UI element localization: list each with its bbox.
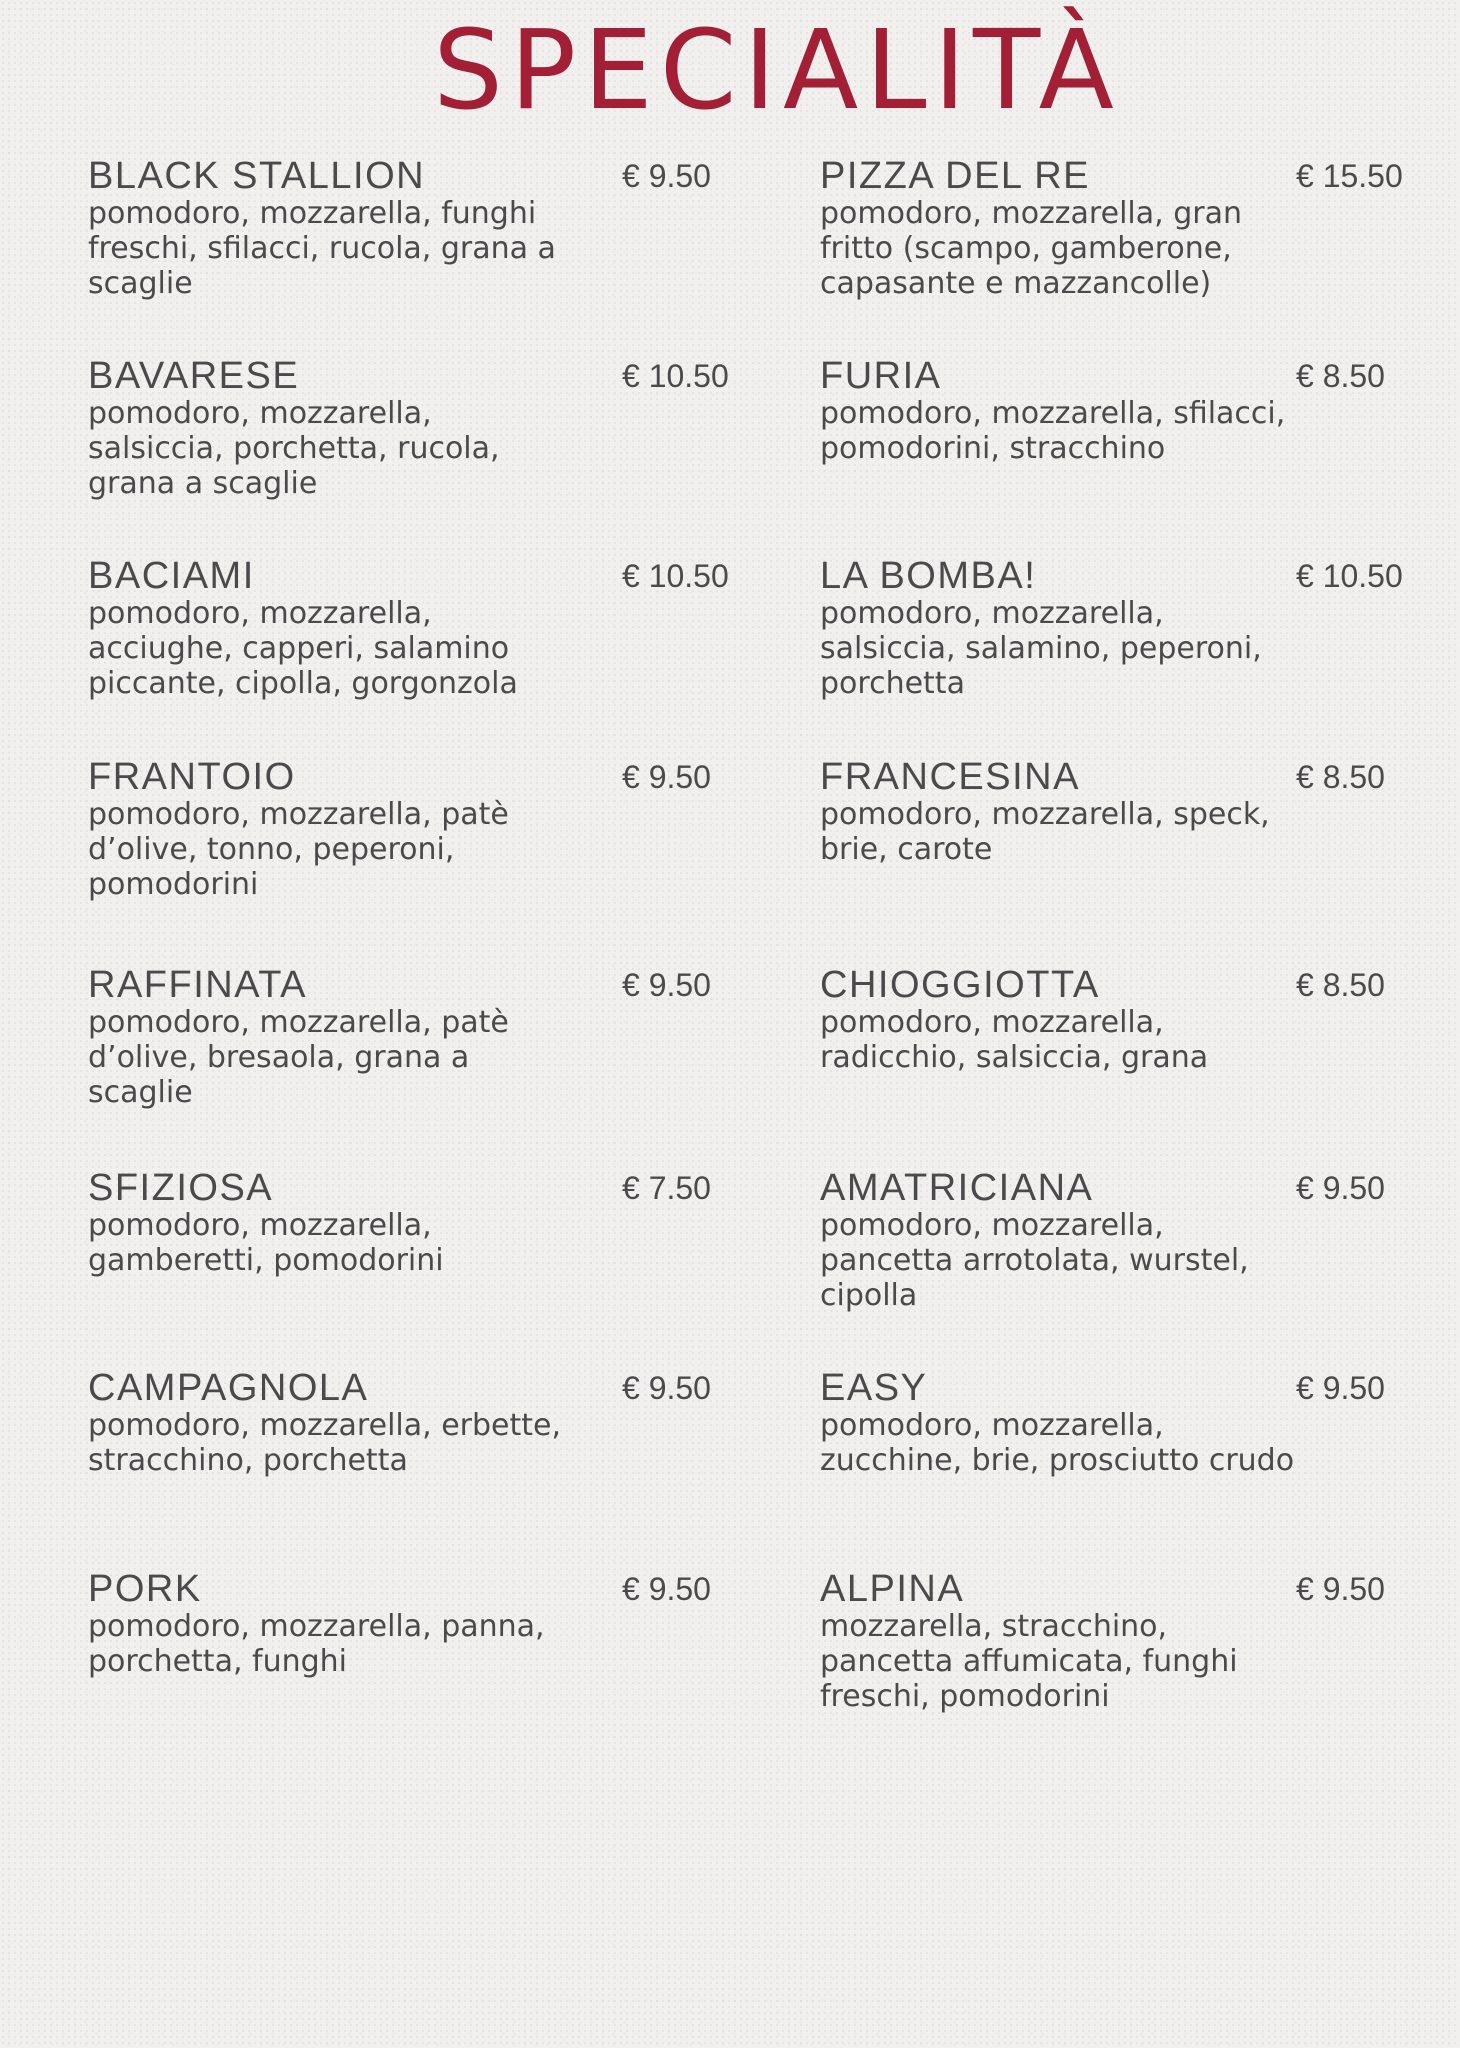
menu-item-name: FRANCESINA (820, 756, 1080, 798)
menu-item-name: ALPINA (820, 1568, 965, 1610)
menu-item-price: € 9.50 (622, 1370, 711, 1406)
menu-item-description: pomodoro, mozzarella, salsiccia, salamino, peperoni, porchetta (820, 596, 1262, 701)
menu-item-name: BLACK STALLION (88, 155, 426, 197)
menu-item-description: mozzarella, stracchino, pancetta affumicata, funghi freschi, pomodorini (820, 1609, 1238, 1714)
menu-item-price: € 8.50 (1296, 759, 1385, 795)
menu-item-description: pomodoro, mozzarella, patè d’olive, tonno, peperoni, pomodorini (88, 797, 509, 902)
menu-item-name: PORK (88, 1568, 202, 1610)
menu-item-price: € 9.50 (622, 759, 711, 795)
menu-item-price: € 8.50 (1296, 967, 1385, 1003)
menu-item-price: € 10.50 (622, 358, 729, 394)
menu-item-name: LA BOMBA! (820, 555, 1037, 597)
menu-item-description: pomodoro, mozzarella, radicchio, salsiccia, grana (820, 1005, 1209, 1075)
menu-item-price: € 9.50 (1296, 1170, 1385, 1206)
menu-item-name: FRANTOIO (88, 756, 296, 798)
menu-item-description: pomodoro, mozzarella, zucchine, brie, prosciutto crudo (820, 1408, 1295, 1478)
menu-item-name: AMATRICIANA (820, 1167, 1094, 1209)
menu-item-price: € 15.50 (1296, 158, 1403, 194)
menu-item-price: € 10.50 (1296, 558, 1403, 594)
menu-item-price: € 10.50 (622, 558, 729, 594)
menu-item-price: € 7.50 (622, 1170, 711, 1206)
menu-item-description: pomodoro, mozzarella, pancetta arrotolata, wurstel, cipolla (820, 1208, 1249, 1313)
menu-item-price: € 9.50 (622, 158, 711, 194)
menu-item-name: EASY (820, 1367, 928, 1409)
menu-item-description: pomodoro, mozzarella, erbette, stracchino, porchetta (88, 1408, 561, 1478)
menu-item-name: BACIAMI (88, 555, 255, 597)
menu-item-name: BAVARESE (88, 355, 300, 397)
menu-item-description: pomodoro, mozzarella, panna, porchetta, funghi (88, 1609, 545, 1679)
menu-item-name: FURIA (820, 355, 942, 397)
menu-item-name: PIZZA DEL RE (820, 155, 1090, 197)
menu-item-description: pomodoro, mozzarella, acciughe, capperi, salamino piccante, cipolla, gorgonzola (88, 596, 518, 701)
menu-item-name: CHIOGGIOTTA (820, 964, 1100, 1006)
menu-item-price: € 9.50 (622, 967, 711, 1003)
menu-item-name: CAMPAGNOLA (88, 1367, 369, 1409)
menu-item-description: pomodoro, mozzarella, salsiccia, porchetta, rucola, grana a scaglie (88, 396, 500, 501)
menu-item-price: € 9.50 (1296, 1370, 1385, 1406)
menu-item-description: pomodoro, mozzarella, sfilacci, pomodorini, stracchino (820, 396, 1286, 466)
menu-item-price: € 9.50 (1296, 1571, 1385, 1607)
menu-item-description: pomodoro, mozzarella, gran fritto (scampo, gamberone, capasante e mazzancolle) (820, 196, 1242, 301)
menu-item-price: € 9.50 (622, 1571, 711, 1607)
menu-item-price: € 8.50 (1296, 358, 1385, 394)
menu-item-name: RAFFINATA (88, 964, 307, 1006)
menu-item-description: pomodoro, mozzarella, funghi freschi, sfilacci, rucola, grana a scaglie (88, 196, 556, 301)
menu-item-name: SFIZIOSA (88, 1167, 274, 1209)
menu-item-description: pomodoro, mozzarella, gamberetti, pomodorini (88, 1208, 444, 1278)
menu-item-description: pomodoro, mozzarella, patè d’olive, bresaola, grana a scaglie (88, 1005, 509, 1110)
menu-item-description: pomodoro, mozzarella, speck, brie, carote (820, 797, 1270, 867)
page-title: SPECIALITÀ (433, 6, 1121, 134)
